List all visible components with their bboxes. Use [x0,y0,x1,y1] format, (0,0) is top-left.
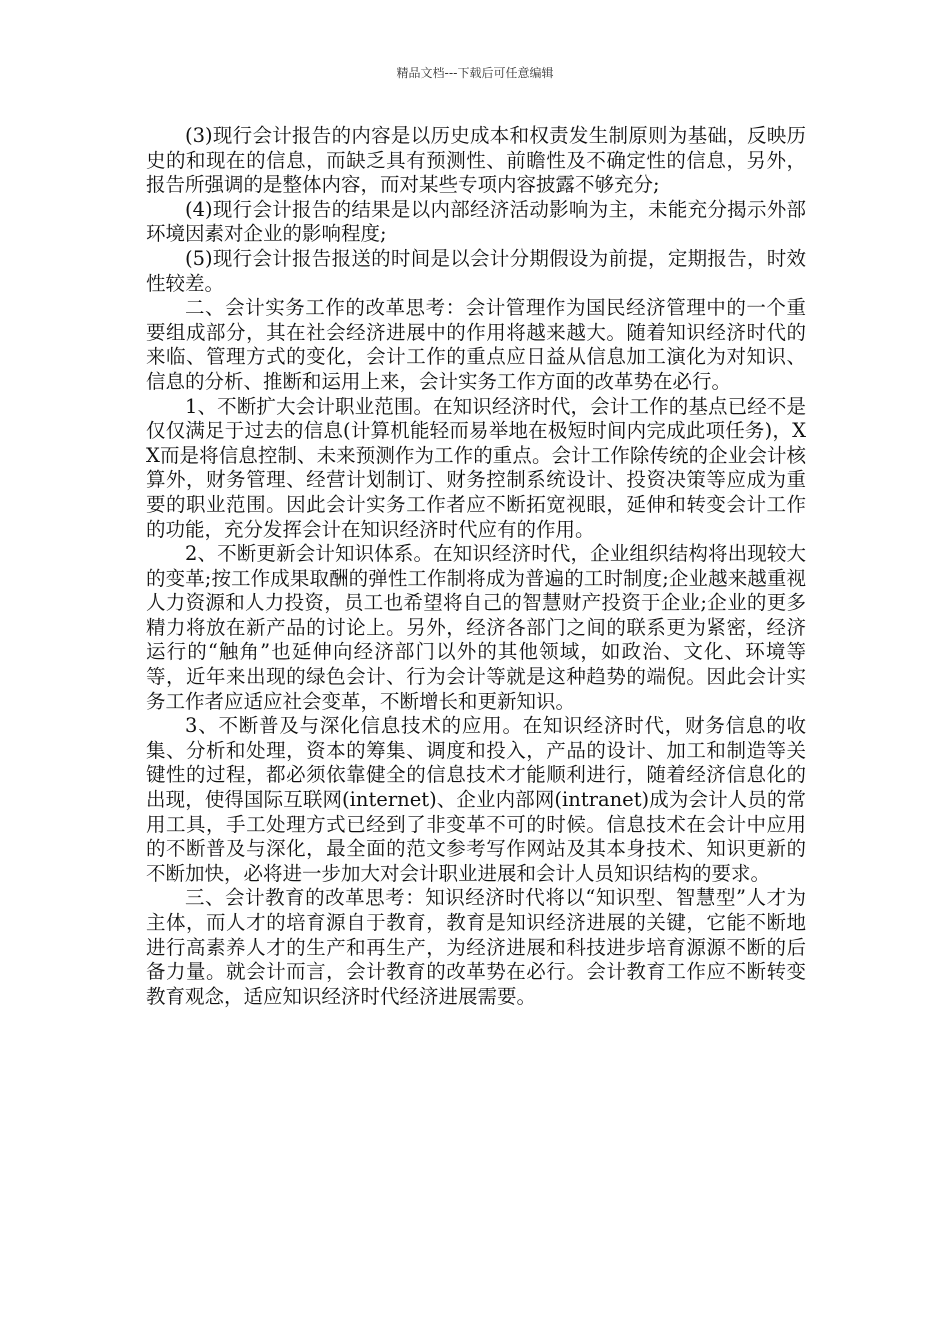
document-body [146,124,806,1009]
paragraph-4: 二、会计实务工作的改革思考：会计管理作为国民经济管理中的一个重要组成部分，其在社会经济进展中的作用将越来越大。随着知识经济时代的来临、管理方式的变化，会计工作的重点应日益从信息加工演化为对知识、信息的分析、推断和运用上来，会计实务工作方面的改革势在必行。 [146,296,806,393]
page-header: 精品文档---下载后可任意编辑 [396,66,554,80]
paragraph-8: 三、会计教育的改革思考：知识经济时代将以“知识型、智慧型”人才为主体，而人才的培育源自于教育，教育是知识经济进展的关键，它能不断地进行高素养人才的生产和再生产，为经济进展和科技进步培育源源不断的后备力量。就会计而言，会计教育的改革势在必行。会计教育工作应不断转变教育观念，适应知识经济时代经济进展需要。 [146,886,806,1008]
paragraph-3: (5)现行会计报告报送的时间是以会计分期假设为前提，定期报告，时效性较差。 [146,246,806,295]
paragraph-7: 3、不断普及与深化信息技术的应用。在知识经济时代，财务信息的收集、分析和处理，资本的筹集、调度和投入，产品的设计、加工和制造等关键性的过程，都必须依靠健全的信息技术才能顺利进行，随着经济信息化的出现，使得国际互联网(internet)、企业内部网(intranet)成为会计人员的常用工具，手工处理方式已经到了非变革不可的时候。信息技术在会计中应用的不断普及与深化，最全面的范文参考写作网站及其本身技术、知识更新的不断加快，必将进一步加大对会计职业进展和会计人员知识结构的要求。 [146,714,806,885]
paragraph-6: 2、不断更新会计知识体系。在知识经济时代，企业组织结构将出现较大的变革;按工作成果取酬的弹性工作制将成为普遍的工时制度;企业越来越重视人力资源和人力投资，员工也希望将自己的智慧财产投资于企业;企业的更多精力将放在新产品的讨论上。另外，经济各部门之间的联系更为紧密，经济运行的“触角”也延伸向经济部门以外的其他领域，如政治、文化、环境等等，近年来出现的绿色会计、行为会计等就是这种趋势的端倪。因此会计实务工作者应适应社会变革，不断增长和更新知识。 [146,542,806,713]
paragraph-2: (4)现行会计报告的结果是以内部经济活动影响为主，未能充分揭示外部环境因素对企业的影响程度; [146,197,806,246]
paragraph-1: (3)现行会计报告的内容是以历史成本和权责发生制原则为基础，反映历史的和现在的信息，而缺乏具有预测性、前瞻性及不确定性的信息，另外，报告所强调的是整体内容，而对某些专项内容披露不够充分; [146,124,806,197]
paragraph-5: 1、不断扩大会计职业范围。在知识经济时代，会计工作的基点已经不是仅仅满足于过去的信息(计算机能轻而易举地在极短时间内完成此项任务)，XX而是将信息控制、未来预测作为工作的重点。会计工作除传统的企业会计核算外，财务管理、经营计划制订、财务控制系统设计、投资决策等应成为重要的职业范围。因此会计实务工作者应不断拓宽视眼，延伸和转变会计工作的功能，充分发挥会计在知识经济时代应有的作用。 [146,394,806,541]
